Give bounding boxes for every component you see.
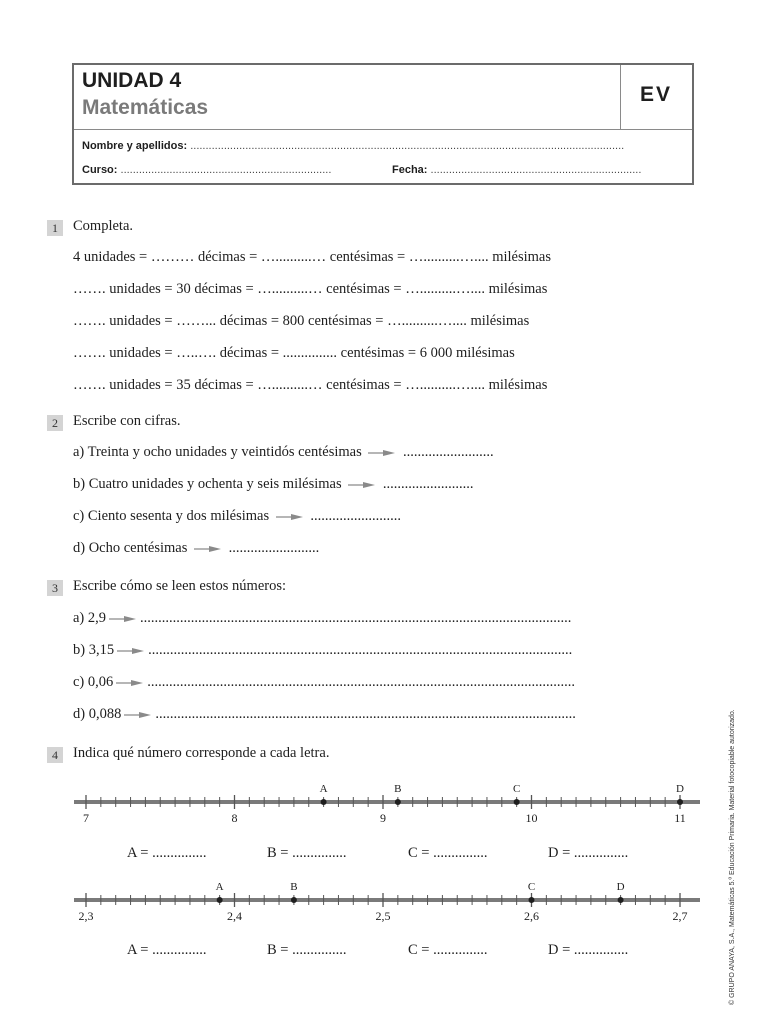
point-b <box>291 897 297 903</box>
point-label-c: C <box>512 783 521 795</box>
tick-label: 2,4 <box>227 909 242 923</box>
course-label: Curso: <box>82 164 118 176</box>
arrow-right-icon <box>108 614 138 624</box>
q3-item-a[interactable] <box>73 610 571 627</box>
point-label-d: D <box>616 881 625 893</box>
point-c <box>529 897 535 903</box>
arrow-right-icon <box>116 646 146 656</box>
q2-item-d-text: d) Ocho centésimas <box>73 540 188 556</box>
q2-item-c[interactable] <box>73 508 401 525</box>
unit-title: UNIDAD 4 <box>82 69 182 92</box>
question-1-title: Completa. <box>73 218 134 234</box>
q3-item-d-answer: .................................................................................................................... <box>155 706 576 722</box>
date-field[interactable] <box>392 164 641 176</box>
q2-item-b-answer: ......................... <box>382 476 474 492</box>
tick-label: 11 <box>674 811 686 825</box>
tick-label: 2,6 <box>524 909 539 923</box>
q3-item-a-answer: ....................................................................................................................... <box>140 610 572 626</box>
point-label-a: A <box>319 783 328 795</box>
point-a <box>217 897 223 903</box>
arrow-right-icon <box>123 710 153 720</box>
question-4-title: Indica qué número corresponde a cada letra. <box>73 745 330 761</box>
arrow-right-icon <box>347 480 377 490</box>
q3-item-b[interactable] <box>73 642 572 659</box>
line1-answer-d[interactable]: D = ............... <box>548 845 629 861</box>
point-label-b: B <box>394 783 402 795</box>
name-field[interactable] <box>82 140 624 152</box>
point-label-a: A <box>215 881 224 893</box>
date-dots: ..................................................................... <box>430 164 642 176</box>
question-number-1: 1 <box>47 220 63 236</box>
arrow-right-icon <box>115 678 145 688</box>
header-box <box>72 63 694 185</box>
arrow-right-icon <box>193 544 223 554</box>
question-number-3: 3 <box>47 580 63 596</box>
point-label-c: C <box>527 881 536 893</box>
question-2-title: Escribe con cifras. <box>73 413 181 429</box>
q2-item-b[interactable] <box>73 476 473 493</box>
name-label: Nombre y apellidos: <box>82 140 188 152</box>
point-label-b: B <box>290 881 298 893</box>
point-b <box>395 799 401 805</box>
tick-label: 2,5 <box>375 909 391 923</box>
q2-item-d[interactable] <box>73 540 319 557</box>
line1-answer-a[interactable]: A = ............... <box>127 845 207 861</box>
q3-item-d[interactable] <box>73 706 576 723</box>
evaluation-code: EV <box>640 83 673 106</box>
q1-line-4[interactable]: ……. unidades = …..…. décimas = ............... centésimas = 6 000 milésimas <box>73 345 515 361</box>
subject-title: Matemáticas <box>82 96 209 119</box>
tick-label: 7 <box>83 811 89 825</box>
arrow-right-icon <box>275 512 305 522</box>
number-line-2 <box>60 874 710 926</box>
arrow-right-icon <box>367 448 397 458</box>
header-divider <box>620 65 621 129</box>
copyright-notice: © GRUPO ANAYA, S.A., Matemáticas 5.º Educación Primaria. Material fotocopiable autorizado. <box>729 709 736 1005</box>
line2-answer-b[interactable]: B = ............... <box>267 942 347 958</box>
q3-item-b-text: b) 3,15 <box>73 642 115 658</box>
tick-label: 9 <box>380 811 386 825</box>
tick-label: 10 <box>525 811 538 825</box>
q3-item-b-answer: ..................................................................................................................... <box>148 642 573 658</box>
q2-item-d-answer: ......................... <box>228 540 320 556</box>
q2-item-a-text: a) Treinta y ocho unidades y veintidós centésimas <box>73 444 362 460</box>
question-3-title: Escribe cómo se leen estos números: <box>73 578 287 594</box>
q3-item-d-text: d) 0,088 <box>73 706 122 722</box>
q1-line-2[interactable]: ……. unidades = 30 décimas = …..........… centésimas = …..........….... milésimas <box>73 281 548 297</box>
number-line-1 <box>60 776 710 828</box>
question-number-2: 2 <box>47 415 63 431</box>
point-c <box>514 799 520 805</box>
tick-label: 8 <box>231 811 238 825</box>
line2-answer-c[interactable]: C = ............... <box>408 942 488 958</box>
point-d <box>618 897 624 903</box>
date-label: Fecha: <box>392 164 428 176</box>
q3-item-c-answer: ...................................................................................................................... <box>147 674 576 690</box>
course-dots: ..................................................................... <box>120 164 332 176</box>
question-number-4: 4 <box>47 747 63 763</box>
course-field[interactable] <box>82 164 331 176</box>
point-d <box>677 799 683 805</box>
q1-line-1[interactable]: 4 unidades = ……… décimas = …..........… centésimas = …..........….... milésimas <box>73 249 551 265</box>
q3-item-c-text: c) 0,06 <box>73 674 114 690</box>
q2-item-b-text: b) Cuatro unidades y ochenta y seis milésimas <box>73 476 342 492</box>
line1-answer-c[interactable]: C = ............... <box>408 845 488 861</box>
line2-answer-d[interactable]: D = ............... <box>548 942 629 958</box>
q2-item-a-answer: ......................... <box>403 444 494 460</box>
q2-item-c-text: c) Ciento sesenta y dos milésimas <box>73 508 270 524</box>
point-a <box>321 799 327 805</box>
q2-item-a[interactable] <box>73 444 494 461</box>
tick-label: 2,3 <box>78 909 94 923</box>
point-label-d: D <box>676 783 684 795</box>
q3-item-c[interactable] <box>73 674 575 691</box>
q2-item-c-answer: ......................... <box>310 508 401 524</box>
line1-answer-b[interactable]: B = ............... <box>267 845 347 861</box>
q1-line-5[interactable]: ……. unidades = 35 décimas = …..........… centésimas = …..........….... milésimas <box>73 377 548 393</box>
line2-answer-a[interactable]: A = ............... <box>127 942 207 958</box>
q3-item-a-text: a) 2,9 <box>73 610 107 626</box>
q1-line-3[interactable]: ……. unidades = ……... décimas = 800 centésimas = …..........….... milésimas <box>73 313 530 329</box>
name-dots: .............................................................................................................................................. <box>190 140 625 152</box>
tick-label: 2,7 <box>672 909 688 923</box>
